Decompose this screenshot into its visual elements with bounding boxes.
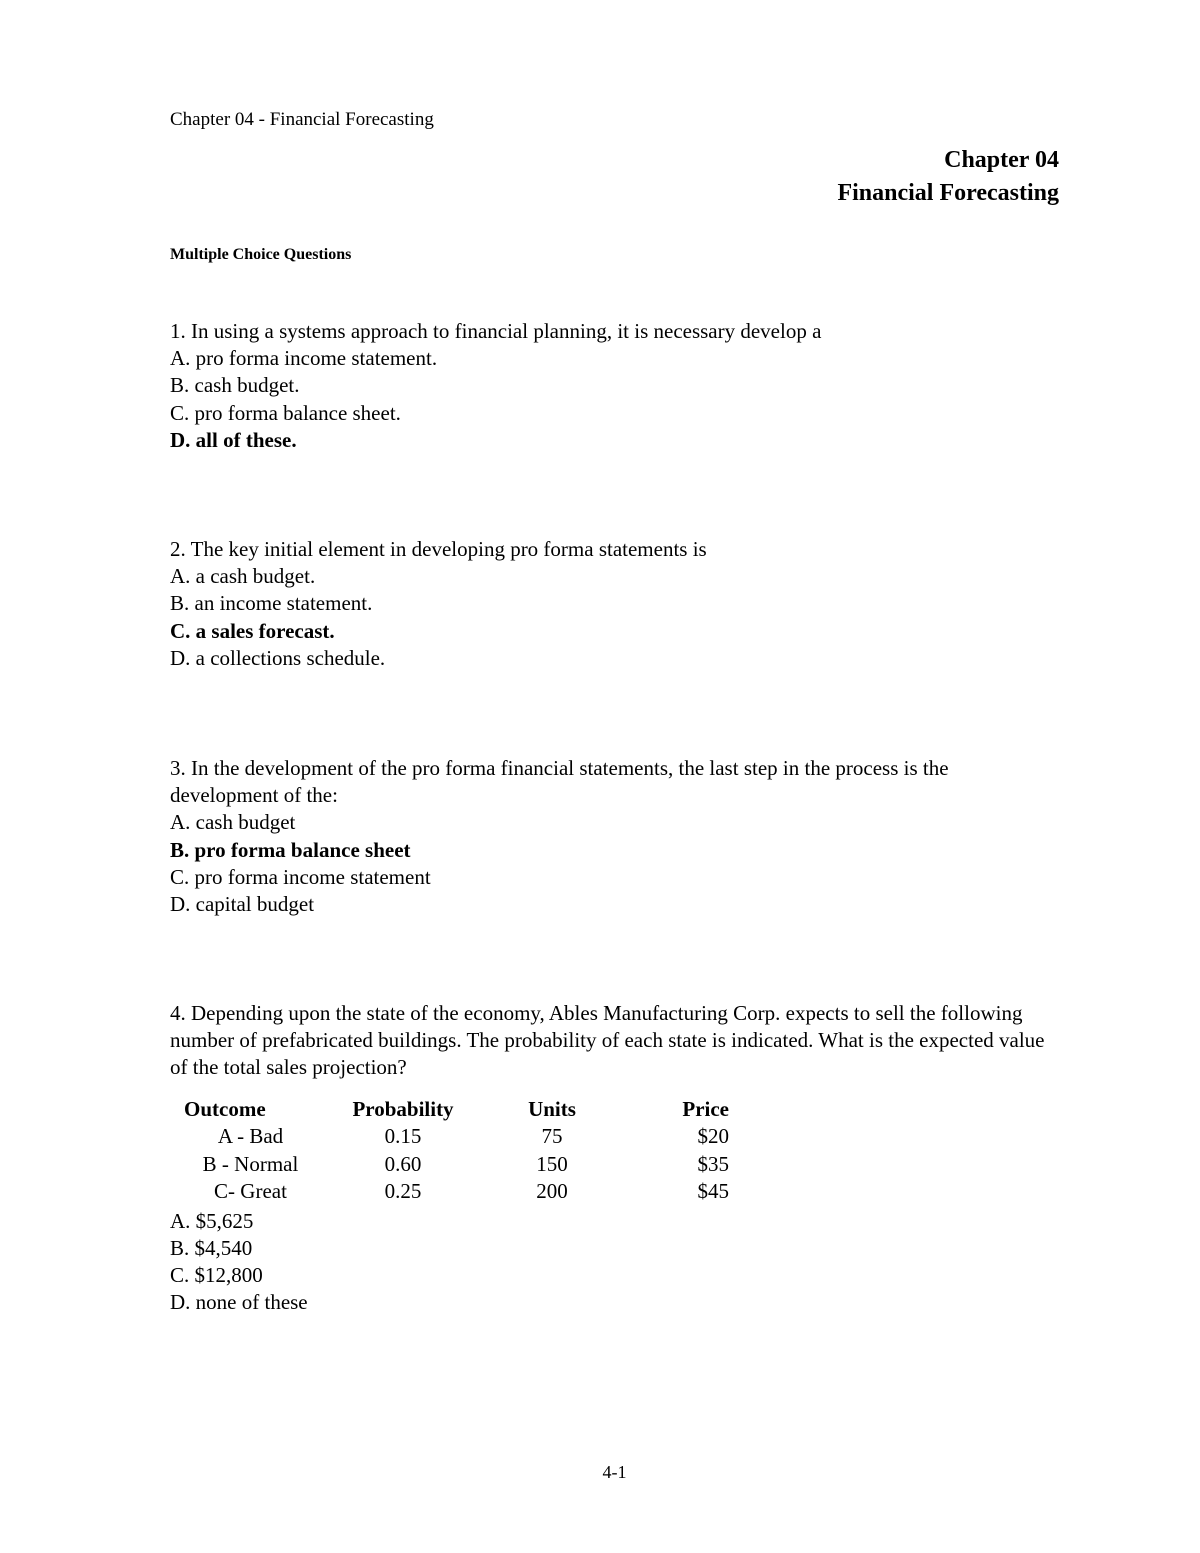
sales-projection-table: [172, 1096, 729, 1206]
answer-option: B. cash budget.: [170, 373, 300, 398]
table-cell: $20: [697, 1124, 729, 1149]
question-stem: 2. The key initial element in developing pro forma statements is: [170, 537, 707, 561]
chapter-subject: Financial Forecasting: [837, 180, 1059, 206]
answer-option: B. an income statement.: [170, 591, 373, 616]
question-stem: 4. Depending upon the state of the economy, Ables Manufacturing Corp. expects to sell the following number of prefabricated buildings. The probability of each state is indicated. What is the expected value of the total sales projection?: [170, 1001, 1045, 1080]
table-cell: 200: [536, 1179, 568, 1204]
column-header: Probability: [352, 1096, 454, 1121]
answer-option: D. none of these: [170, 1290, 308, 1315]
table-row: [172, 1178, 729, 1206]
answer-option: D. a collections schedule.: [170, 645, 386, 670]
answer-option: A. cash budget: [170, 810, 296, 835]
answer-option: A. $5,625: [170, 1208, 254, 1233]
table-cell: 75: [541, 1124, 563, 1149]
question-2: [170, 536, 1060, 672]
question-1: [170, 318, 1060, 454]
table-cell: 0.60: [384, 1151, 422, 1176]
column-header: Price: [682, 1096, 729, 1121]
table-cell: 150: [536, 1151, 568, 1176]
answer-option: A. a cash budget.: [170, 564, 316, 589]
table-cell: $35: [697, 1151, 729, 1176]
table-cell: 0.15: [384, 1124, 422, 1149]
page-number: 4-1: [602, 1462, 627, 1482]
answer-option: C. pro forma balance sheet.: [170, 400, 401, 425]
table-row: [172, 1123, 729, 1151]
table-cell: B - Normal: [202, 1151, 299, 1176]
column-header: Outcome: [184, 1096, 266, 1121]
running-header: Chapter 04 - Financial Forecasting: [170, 109, 434, 130]
answer-option: D. capital budget: [170, 892, 315, 917]
table-row: [172, 1151, 729, 1179]
chapter-title-block: [837, 144, 1059, 210]
question-4: [170, 1000, 1060, 1316]
answer-option: C. $12,800: [170, 1263, 263, 1288]
answer-option-correct: B. pro forma balance sheet: [170, 837, 411, 862]
question-stem: 1. In using a systems approach to financial planning, it is necessary develop a: [170, 319, 822, 343]
chapter-number: Chapter 04: [944, 147, 1059, 173]
table-cell: C- Great: [214, 1179, 287, 1204]
answer-option-correct: D. all of these.: [170, 427, 297, 452]
answer-option: B. $4,540: [170, 1235, 253, 1260]
answer-option: A. pro forma income statement.: [170, 346, 438, 371]
answer-option-correct: C. a sales forecast.: [170, 618, 335, 643]
table-cell: A - Bad: [217, 1124, 284, 1149]
table-cell: $45: [697, 1179, 729, 1204]
table-header-row: [172, 1096, 729, 1124]
column-header: Units: [528, 1096, 576, 1121]
question-stem: 3. In the development of the pro forma financial statements, the last step in the process is the development of the:: [170, 756, 949, 808]
answer-option: C. pro forma income statement: [170, 864, 431, 889]
section-heading: Multiple Choice Questions: [170, 246, 352, 263]
table-cell: 0.25: [384, 1179, 422, 1204]
question-3: [170, 755, 1060, 918]
